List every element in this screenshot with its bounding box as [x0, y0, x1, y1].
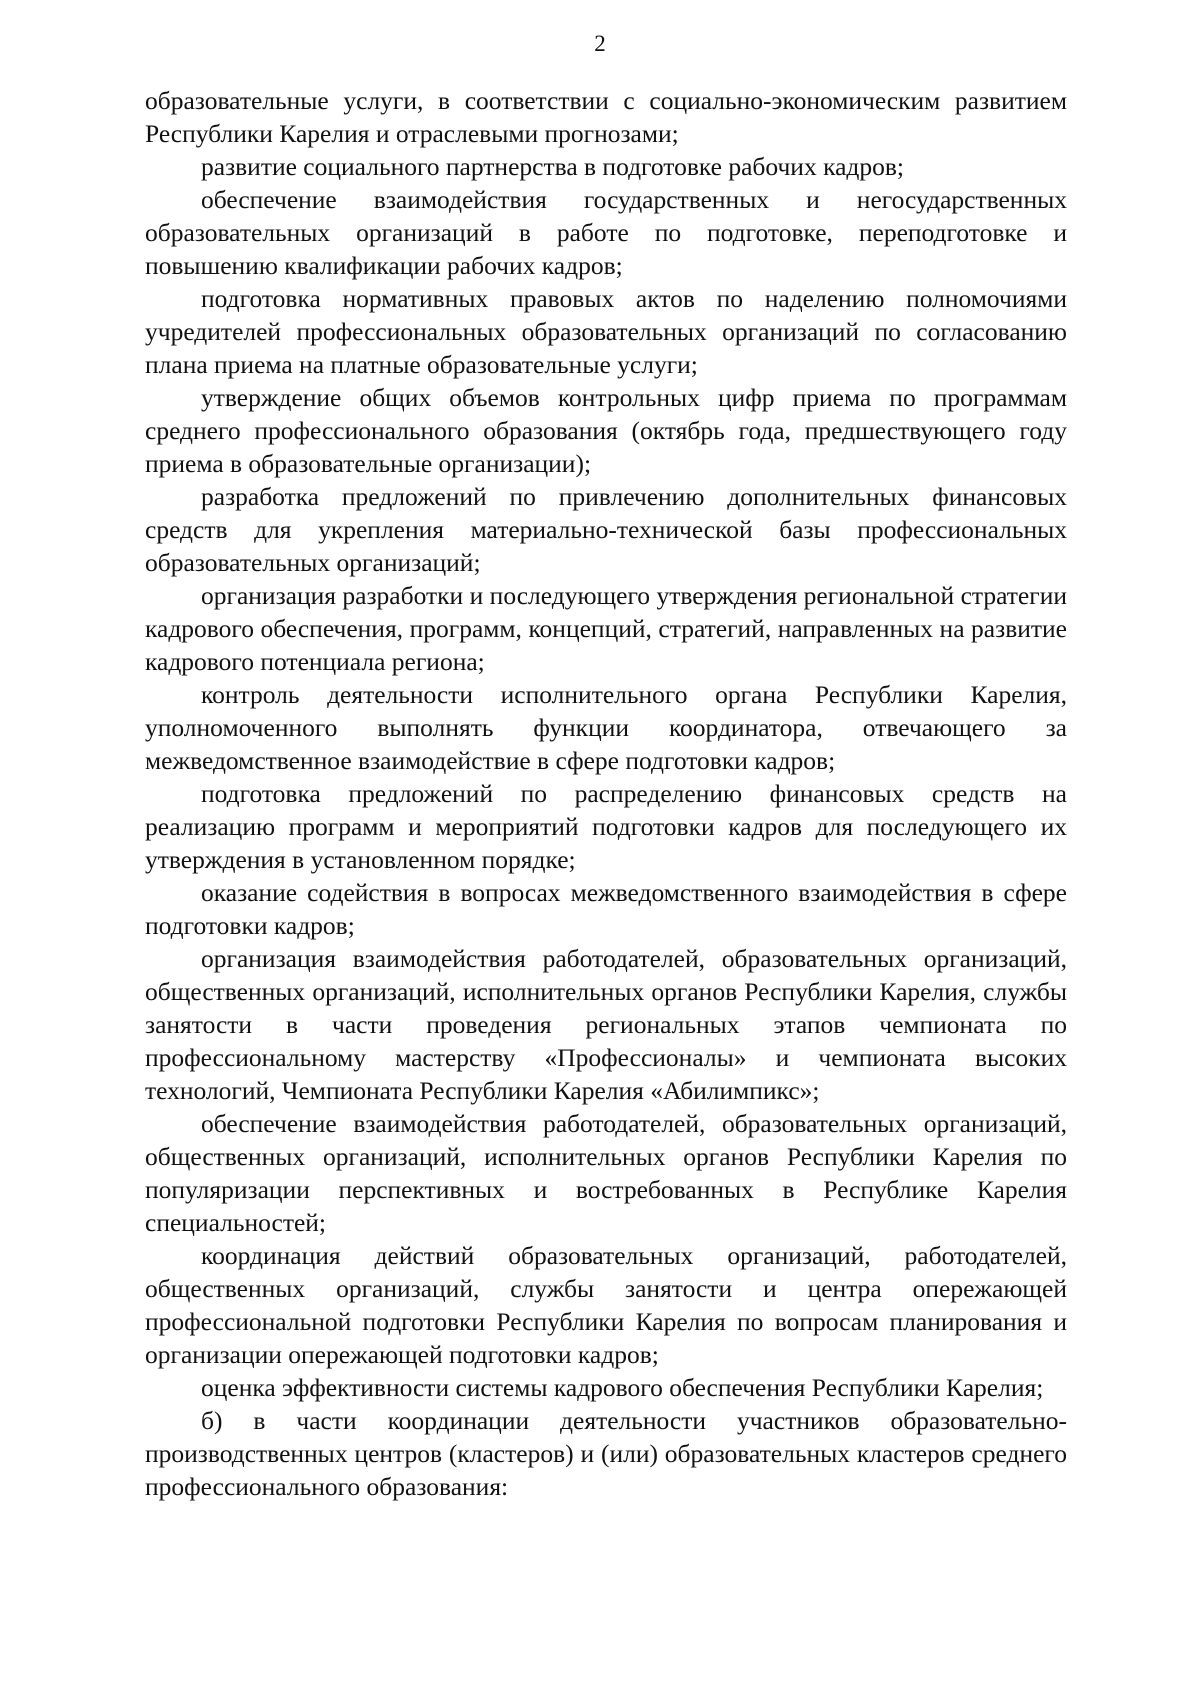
page-number: 2 — [594, 31, 606, 56]
paragraph: разработка предложений по привлечению дополнительных финансовых средств для укрепления материально-технической базы профессиональных образовательных организаций; — [145, 482, 1067, 577]
paragraph: утверждение общих объемов контрольных цифр приема по программам среднего профессионального образования (октябрь года, предшествующего году приема в образовательные организации); — [145, 383, 1067, 478]
document-body — [145, 84, 1067, 1503]
paragraph: организация разработки и последующего утверждения региональной стратегии кадрового обеспечения, программ, концепций, стратегий, направленных на развитие кадрового потенциала региона; — [145, 581, 1067, 676]
paragraph: б) в части координации деятельности участников образовательно-производственных центров (кластеров) и (или) образовательных кластеров среднего профессионального образования: — [145, 1406, 1067, 1501]
paragraph: организация взаимодействия работодателей, образовательных организаций, общественных организаций, исполнительных органов Республики Карелия, службы занятости в части проведения региональных этапов чемпионата по профессиональному мастерству «Профессионалы» и чемпионата высоких технологий, Чемпионата Республики Карелия «Абилимпикс»; — [145, 944, 1067, 1105]
paragraph: развитие социального партнерства в подготовке рабочих кадров; — [201, 152, 904, 181]
paragraph: оценка эффективности системы кадрового обеспечения Республики Карелия; — [201, 1373, 1044, 1402]
paragraph: образовательные услуги, в соответствии с социально-экономическим развитием Республики Карелия и отраслевыми прогнозами; — [145, 86, 1067, 148]
paragraph: оказание содействия в вопросах межведомственного взаимодействия в сфере подготовки кадров; — [145, 878, 1067, 940]
paragraph: контроль деятельности исполнительного органа Республики Карелия, уполномоченного выполнять функции координатора, отвечающего за межведомственное взаимодействие в сфере подготовки кадров; — [145, 680, 1067, 775]
paragraph: обеспечение взаимодействия работодателей, образовательных организаций, общественных организаций, исполнительных органов Республики Карелия по популяризации перспективных и востребованных в Республике Карелия специальностей; — [145, 1109, 1067, 1237]
paragraph: координация действий образовательных организаций, работодателей, общественных организаций, службы занятости и центра опережающей профессиональной подготовки Республики Карелия по вопросам планирования и организации опережающей подготовки кадров; — [145, 1241, 1067, 1369]
paragraph: подготовка нормативных правовых актов по наделению полномочиями учредителей профессиональных образовательных организаций по согласованию плана приема на платные образовательные услуги; — [145, 284, 1067, 379]
paragraph: обеспечение взаимодействия государственных и негосударственных образовательных организаций в работе по подготовке, переподготовке и повышению квалификации рабочих кадров; — [145, 185, 1067, 280]
paragraph: подготовка предложений по распределению финансовых средств на реализацию программ и мероприятий подготовки кадров для последующего их утверждения в установленном порядке; — [145, 779, 1067, 874]
